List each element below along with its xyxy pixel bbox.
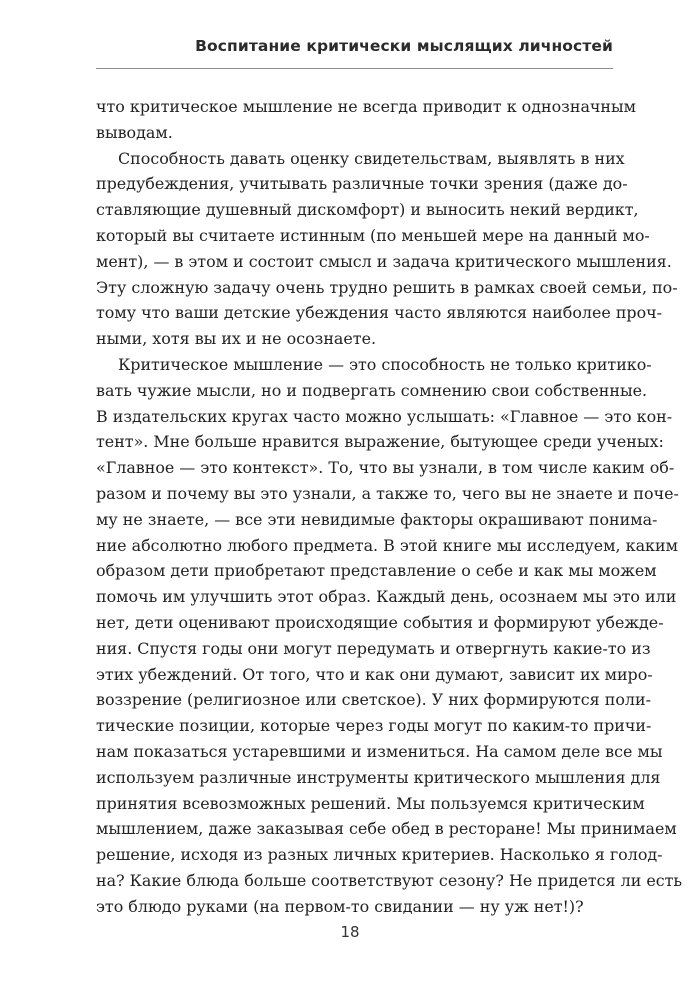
text-line: ние абсолютно любого предмета. В этой книге мы исследуем, каким	[96, 535, 678, 555]
text-line: нет, дети оценивают происходящие события и формируют убежде-	[96, 612, 664, 632]
running-header: Воспитание критически мыслящих личностей	[195, 37, 613, 55]
text-line: «Главное — это контекст». То, что вы узнали, в том числе каким об-	[96, 458, 675, 478]
text-line: ными, хотя вы их и не осознаете.	[96, 329, 377, 349]
text-line: решение, исходя из разных личных критериев. Насколько я голод-	[96, 845, 663, 865]
text-line: мент), — в этом и состоит смысл и задача критического мышления.	[96, 251, 672, 271]
text-line: что критическое мышление не всегда приводит к однозначным	[96, 97, 637, 116]
text-line: Эту сложную задачу очень трудно решить в рамках своей семьи, по-	[96, 277, 678, 297]
text-line: используем различные инструменты критического мышления для	[96, 767, 661, 787]
text-line: тому что ваши детские убеждения часто являются наиболее проч-	[96, 303, 663, 323]
text-line: мышлением, даже заказывая себе обед в ресторане! Мы принимаем	[96, 819, 677, 839]
text-line: выводам.	[96, 122, 173, 142]
text-line: помочь им улучшить этот образ. Каждый день, осознаем мы это или	[96, 587, 677, 607]
text-line: Способность давать оценку свидетельствам, выявлять в них	[118, 148, 625, 168]
text-line: му не знаете, — все эти невидимые факторы окрашивают понима-	[96, 509, 658, 529]
text-line: ния. Спустя годы они могут передумать и отвергнуть какие-то из	[96, 638, 651, 658]
header-rule	[96, 68, 613, 69]
text-line: нам показаться устаревшими и измениться. На самом деле все мы	[96, 741, 663, 761]
text-line: тические позиции, которые через годы могут по каким-то причи-	[96, 716, 652, 736]
text-line: В издательских кругах часто можно услышать: «Главное — это кон-	[96, 406, 673, 426]
text-line: тент». Мне больше нравится выражение, бытующее среди ученых:	[96, 432, 664, 452]
text-line: воззрение (религиозное или светское). У них формируются поли-	[96, 690, 651, 710]
text-line: это блюдо руками (на первом-то свидании — ну уж нет!)?	[96, 896, 584, 916]
text-line: Критическое мышление — это способность не только критико-	[118, 354, 652, 374]
text-line: вать чужие мысли, но и подвергать сомнению свои собственные.	[96, 380, 648, 400]
text-line: на? Какие блюда больше соответствуют сезону? Не придется ли есть	[96, 870, 683, 890]
text-line: этих убеждений. От того, что и как они думают, зависит их миро-	[96, 664, 653, 684]
text-line: принятия всевозможных решений. Мы пользуемся критическим	[96, 793, 645, 813]
text-line: предубеждения, учитывать различные точки зрения (даже до-	[96, 174, 628, 194]
text-line: разом и почему вы это узнали, а также то, чего вы не знаете и поче-	[96, 483, 679, 503]
body-text	[96, 94, 683, 920]
text-line: ставляющие душевный дискомфорт) и выносить некий вердикт,	[96, 200, 639, 220]
text-line: который вы считаете истинным (по меньшей мере на данный мо-	[96, 225, 650, 245]
text-line: образом дети приобретают представление о себе и как мы можем	[96, 561, 657, 581]
page-number: 18	[340, 923, 360, 941]
